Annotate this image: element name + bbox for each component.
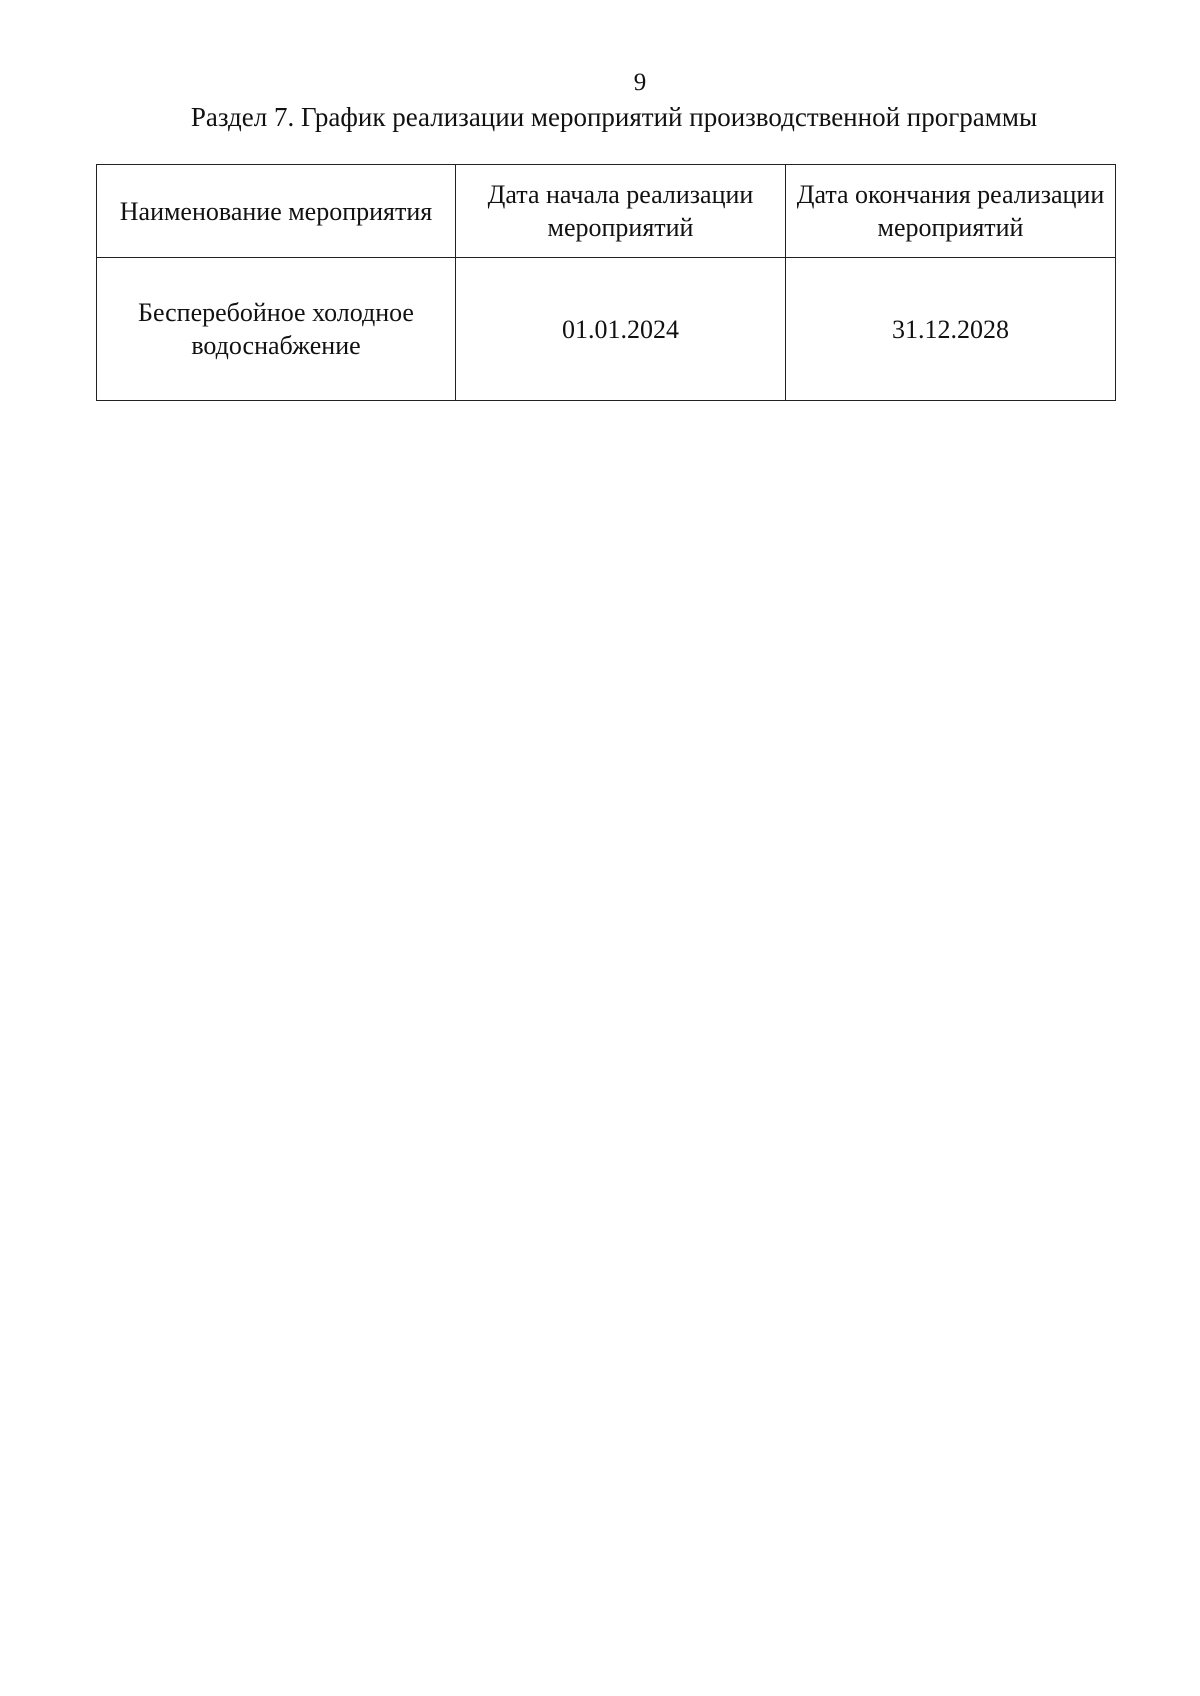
header-start-date-label: Дата начала реализации мероприятий [487,180,754,242]
table-row [97,258,1116,401]
cell-start-date [456,258,786,401]
schedule-table [96,164,1116,401]
section-title: Раздел 7. График реализации мероприятий производственной программы [190,102,1038,132]
cell-event-name [97,258,456,401]
header-event-name-label: Наименование мероприятия [119,196,433,226]
end-date-text: 31.12.2028 [892,314,1009,344]
start-date-text: 01.01.2024 [562,314,679,344]
header-end-date [786,165,1116,258]
event-name-text: Бесперебойное холодное водоснабжение [138,298,414,360]
page-number: 9 [633,69,647,96]
header-event-name [97,165,456,258]
cell-end-date [786,258,1116,401]
header-start-date [456,165,786,258]
table-header-row [97,165,1116,258]
header-end-date-label: Дата окончания реализации мероприятий [796,180,1105,242]
